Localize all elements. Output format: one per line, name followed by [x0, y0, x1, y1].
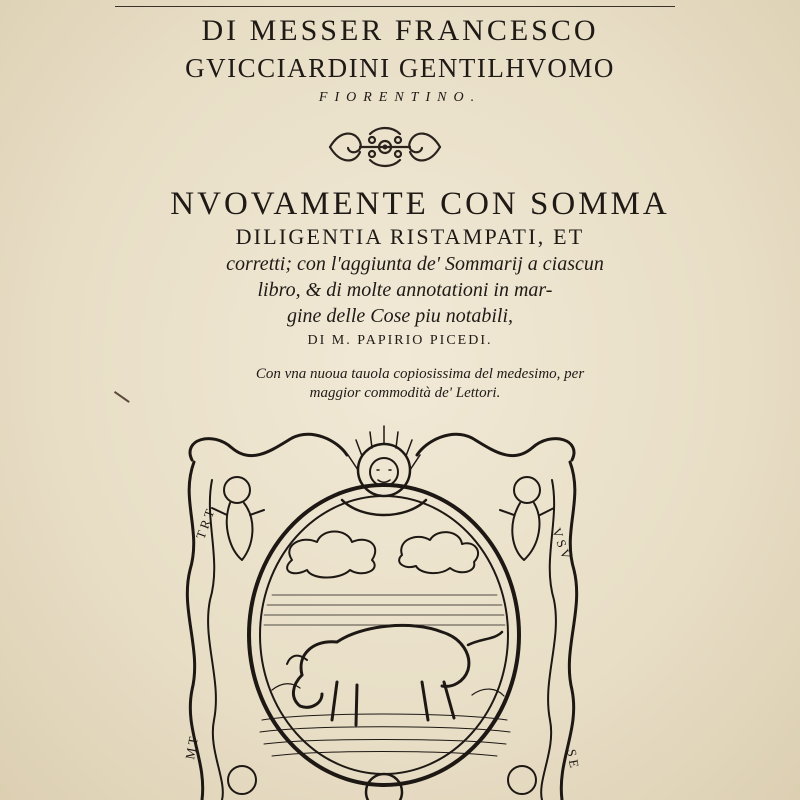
title-line-11: maggior commodità de' Lettori. [309, 385, 501, 401]
border-letters-left: T R T [192, 507, 218, 542]
title-line-4: NVOVAMENTE CON SOMMA [170, 186, 670, 222]
title-line-1: DI MESSER FRANCESCO [201, 14, 599, 47]
title-line-5: DILIGENTIA RISTAMPATI, ET [235, 224, 585, 249]
title-line-8: gine delle Cose piu notabili, [286, 305, 514, 327]
title-line-9: DI M. PAPIRIO PICEDI. [307, 333, 493, 348]
title-line-6: corretti; con l'aggiunta de' Sommarij a ciascun [226, 253, 604, 275]
title-line-3: FIORENTINO. [318, 90, 482, 105]
border-letters-bottom-left: M T [182, 735, 201, 761]
fleuron-ornament [320, 122, 450, 172]
title-line-2: GVICCIARDINI GENTILHVOMO [185, 53, 615, 83]
title-line-7: libro, & di molte annotationi in mar- [257, 279, 553, 301]
woodcut-printer-device [172, 420, 592, 800]
top-rule [115, 0, 675, 7]
border-letters-right: V S V [549, 525, 575, 562]
title-line-10: Con vna nuoua tauola copiosissima del medesimo, per [255, 366, 585, 382]
border-letters-bottom-right: S E [564, 747, 583, 769]
